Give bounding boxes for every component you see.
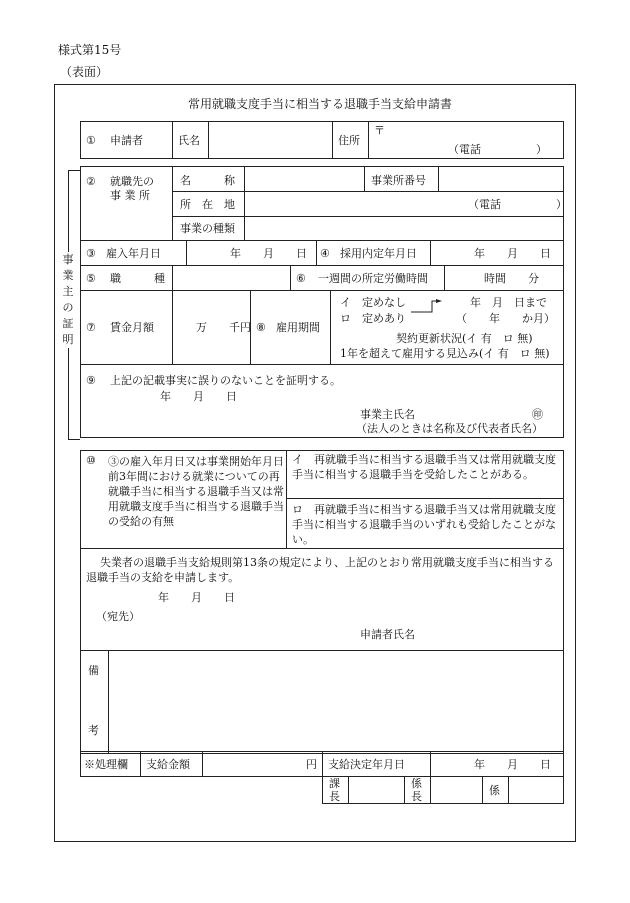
weekly-hours-field[interactable]: 時間 分 — [484, 272, 539, 285]
remarks-label-bottom: 考 — [88, 724, 99, 737]
prior-option-i[interactable]: イ 再就職手当に相当する退職手当又は常用就職支度手当に相当する退職手当を受給したことがある。 — [292, 453, 556, 481]
prior-question: ③の雇入年月日又は事業開始年月日前3年間における就業についての再就職手当に相当する退職手当又は常用就職支度手当に相当する退職手当の受給の有無 — [108, 455, 284, 528]
workplace-label-2: 事 業 所 — [110, 189, 150, 202]
hire-date-field[interactable]: 年 月 日 — [230, 247, 307, 260]
applicant-label: 申請者 — [110, 134, 143, 147]
period-until: 年 月 日まで — [470, 296, 547, 309]
office-number-field[interactable] — [439, 167, 563, 190]
cert-num: ⑨ — [86, 374, 96, 387]
address-label: 住所 — [338, 134, 360, 147]
period-label: 雇用期間 — [276, 321, 320, 334]
form-side: （表面） — [60, 65, 109, 79]
location-label: 所 在 地 — [180, 198, 235, 211]
prior-option-ro[interactable]: ロ 再就職手当に相当する退職手当又は常用就職支度手当に相当する退職手当のいずれも受給したことがない。 — [292, 503, 556, 546]
applicant-phone: （電話 ） — [448, 143, 547, 156]
office-number-label: 事業所番号 — [371, 174, 426, 187]
prior-num: ⑩ — [86, 454, 96, 467]
applicant-name-field[interactable] — [209, 122, 331, 158]
staff-label: 係 — [489, 784, 500, 797]
weekly-hours-label: 一週間の所定労働時間 — [318, 272, 428, 285]
business-type-field[interactable] — [245, 217, 563, 239]
chief-1: 係 — [411, 777, 422, 790]
hire-num: ③ — [86, 247, 96, 260]
planned-date-label: 採用内定年月日 — [340, 247, 417, 260]
application-date[interactable]: 年 月 日 — [158, 591, 235, 604]
amount-field[interactable] — [203, 752, 303, 776]
application-text: 失業者の退職手当支給規則第13条の規定により、上記のとおり常用就職支度手当に相当する退職手当の支給を申請します。 — [86, 556, 554, 584]
seal-icon: ㊞ — [532, 408, 543, 421]
employer-name-label: 事業主氏名 — [360, 408, 415, 421]
employment-expectation[interactable]: 1年を超えて雇用する見込み(イ 有 ロ 無) — [340, 347, 550, 360]
period-option-ro[interactable]: ロ 定めあり — [340, 312, 406, 325]
section-chief-1: 課 — [329, 777, 340, 790]
amount-label: 支給金額 — [146, 758, 190, 771]
wage-label: 賃金月額 — [110, 321, 154, 334]
workplace-phone: （電話 ） — [468, 198, 567, 211]
business-type-label: 事業の種類 — [180, 222, 235, 235]
renewal-status[interactable]: 契約更新状況(イ 有 ロ 無) — [396, 332, 533, 345]
weekly-num: ⑥ — [296, 272, 306, 285]
processing-label: ※処理欄 — [84, 758, 128, 771]
remarks-field[interactable] — [109, 651, 563, 753]
name-label: 氏名 — [178, 134, 200, 147]
applicant-name-label: 申請者氏名 — [360, 628, 415, 641]
period-option-i[interactable]: イ 定めなし — [340, 296, 406, 309]
job-label: 職 種 — [110, 272, 165, 285]
arrow-icon — [410, 298, 444, 317]
cert-text: 上記の記載事実に誤りのないことを証明する。 — [110, 374, 341, 387]
workplace-num: ② — [86, 175, 96, 188]
hire-date-label: 雇入年月日 — [106, 247, 161, 260]
job-num: ⑤ — [86, 272, 96, 285]
chief-2: 長 — [411, 790, 422, 803]
postal-mark: 〒 — [374, 124, 385, 137]
cert-note: （法人のときは名称及び代表者氏名） — [356, 422, 543, 435]
workplace-name-field[interactable] — [245, 167, 363, 190]
remarks-label-top: 備 — [88, 664, 99, 677]
planned-date-field[interactable]: 年 月 日 — [474, 247, 551, 260]
addressee: （宛先） — [96, 610, 140, 623]
section-chief-stamp[interactable] — [349, 777, 403, 803]
chief-stamp[interactable] — [431, 777, 481, 803]
job-field[interactable] — [173, 266, 289, 289]
employer-certification-label: 事業主の証明 — [62, 253, 74, 346]
form-number: 様式第15号 — [58, 43, 122, 57]
decision-date-field[interactable]: 年 月 日 — [474, 758, 551, 771]
section-chief-2: 長 — [329, 790, 340, 803]
workplace-label-1: 就職先の — [110, 175, 154, 188]
wage-num: ⑦ — [86, 321, 96, 334]
period-num: ⑧ — [256, 321, 266, 334]
wage-field[interactable]: 万 千円 — [196, 321, 251, 334]
planned-num: ④ — [320, 247, 330, 260]
cert-date[interactable]: 年 月 日 — [160, 390, 237, 403]
period-months: （ 年 か月） — [456, 312, 555, 325]
decision-date-label: 支給決定年月日 — [328, 758, 405, 771]
yen-unit: 円 — [306, 758, 317, 771]
staff-stamp[interactable] — [509, 777, 563, 803]
form-title: 常用就職支度手当に相当する退職手当支給申請書 — [188, 97, 453, 111]
workplace-name-label: 名 称 — [180, 174, 235, 187]
applicant-num: ① — [86, 134, 96, 147]
